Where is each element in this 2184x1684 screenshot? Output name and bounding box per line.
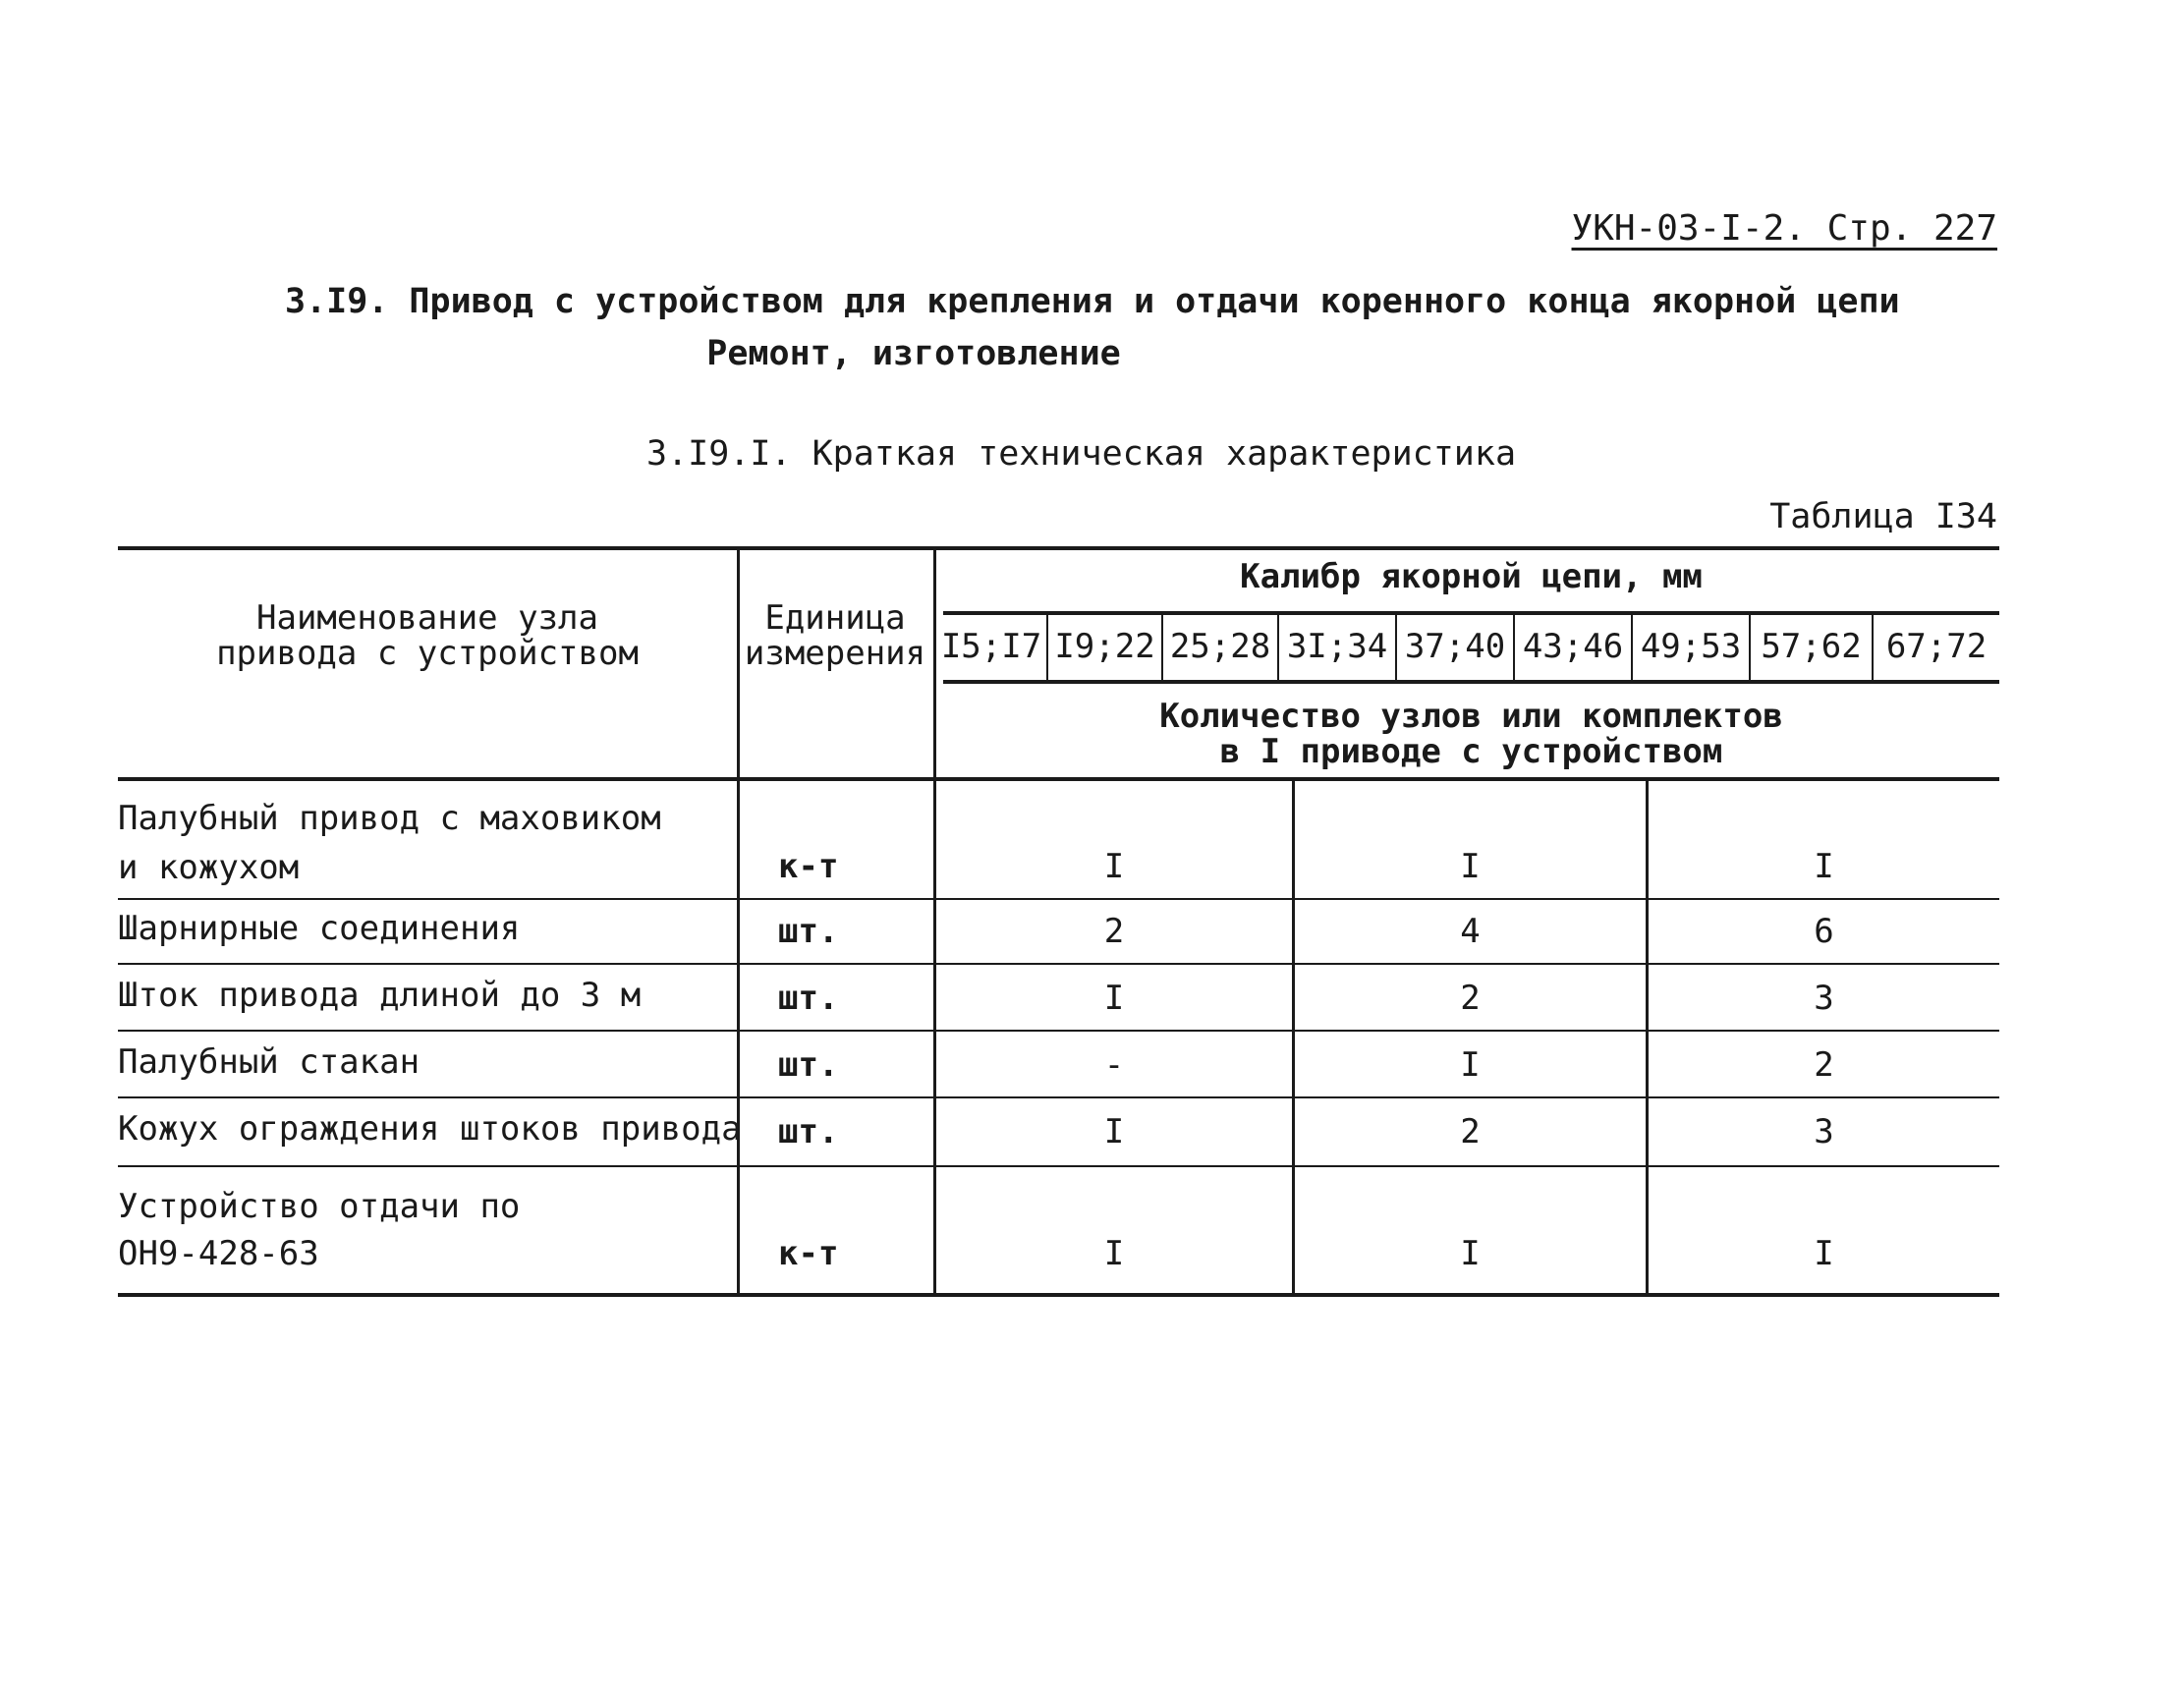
row-value: I — [1814, 1234, 1834, 1273]
caliber-header: Калибр якорной цепи, мм — [1240, 557, 1703, 596]
caliber-value: 37;40 — [1404, 627, 1506, 666]
row-rule — [118, 898, 1999, 900]
row-rule — [118, 1030, 1999, 1032]
specification-table — [118, 546, 1999, 1303]
caliber-value: 57;62 — [1761, 627, 1862, 666]
row-rule — [118, 1165, 1999, 1167]
caliber-value: 49;53 — [1640, 627, 1742, 666]
row-value: I — [1103, 979, 1125, 1018]
row-value: I — [1103, 847, 1125, 886]
row-value: 3 — [1814, 1112, 1834, 1151]
row-name: Устройство отдачи по ОН9-428-63 — [118, 1187, 521, 1273]
row-value: 2 — [1460, 979, 1481, 1018]
caliber-value: I9;22 — [1054, 627, 1155, 666]
caliber-value: 25;28 — [1169, 627, 1271, 666]
caliber-value: 3I;34 — [1286, 627, 1388, 666]
row-unit: к-т — [778, 1234, 839, 1273]
row-name: Палубный стакан — [118, 1042, 420, 1082]
table-bottom-rule — [118, 1293, 1999, 1297]
row-value: I — [1103, 1234, 1125, 1273]
row-value: 6 — [1814, 912, 1834, 951]
row-value: 4 — [1460, 912, 1481, 951]
table-top-rule — [118, 546, 1999, 550]
table-number: Таблица I34 — [1769, 497, 1997, 536]
row-name: Шарнирные соединения — [118, 909, 521, 948]
row-unit: шт. — [778, 979, 839, 1018]
row-value: I — [1814, 847, 1834, 886]
caliber-header-rule — [943, 611, 1999, 615]
row-rule — [118, 963, 1999, 965]
row-unit: шт. — [778, 1045, 839, 1085]
row-value: I — [1460, 1045, 1481, 1085]
caliber-value: I5;I7 — [940, 627, 1042, 666]
row-value: I — [1460, 847, 1481, 886]
row-unit: шт. — [778, 912, 839, 951]
column-header-name: Наименование узла привода с устройством — [216, 598, 639, 673]
header-bottom-rule — [118, 777, 1999, 781]
row-value: - — [1103, 1045, 1125, 1085]
document-reference: УКН-03-I-2. Стр. 227 — [1571, 208, 1997, 249]
caliber-value: 43;46 — [1522, 627, 1624, 666]
row-value: 2 — [1103, 912, 1125, 951]
row-unit: шт. — [778, 1112, 839, 1151]
row-value: 3 — [1814, 979, 1834, 1018]
row-value: 2 — [1814, 1045, 1834, 1085]
quantity-header: Количество узлов или комплектов в I приводе с устройством — [1159, 697, 1783, 771]
row-value: 2 — [1460, 1112, 1481, 1151]
row-value: I — [1103, 1112, 1125, 1151]
subsection-title: 3.I9.I. Краткая техническая характеристика — [646, 434, 1517, 474]
row-name: Кожух ограждения штоков привода — [118, 1109, 742, 1149]
row-name: Палубный привод с маховиком и кожухом — [118, 799, 661, 887]
row-rule — [118, 1096, 1999, 1098]
row-unit: к-т — [778, 847, 839, 886]
row-name: Шток привода длиной до 3 м — [118, 976, 642, 1015]
column-header-unit: Единица измерения — [744, 598, 926, 673]
caliber-values-rule — [943, 680, 1999, 684]
row-value: I — [1460, 1234, 1481, 1273]
section-title: 3.I9. Привод с устройством для крепления и отдачи коренного конца якорной цепи — [285, 282, 1900, 321]
caliber-value: 67;72 — [1885, 627, 1988, 666]
section-subtitle: Ремонт, изготовление — [706, 334, 1121, 373]
